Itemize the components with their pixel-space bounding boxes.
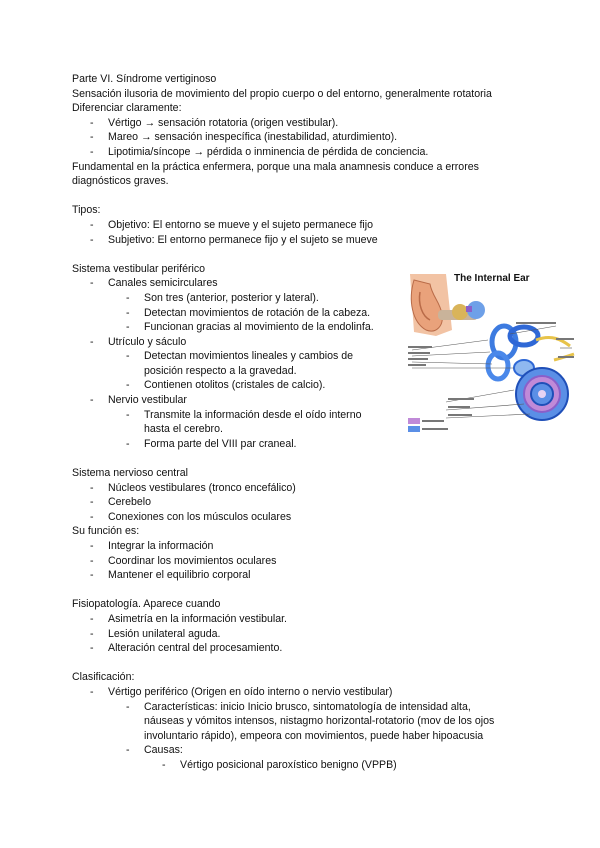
central-list: [72, 481, 542, 525]
leader-line: [446, 390, 514, 402]
label-placeholder: [448, 414, 472, 416]
differentiate-list: [72, 116, 542, 160]
leader-line: [412, 340, 488, 350]
differentiate-heading: Diferenciar claramente:: [72, 102, 182, 115]
list-item: - Lesión unilateral aguda.: [90, 627, 221, 640]
list-item: - Contienen otolitos (cristales de calcio).: [126, 379, 326, 392]
list-item: - Coordinar los movimientos oculares: [90, 554, 277, 567]
list-item: - Mareo → sensación inespecífica (inestabilidad, aturdimiento).: [90, 131, 398, 144]
list-item: - Utrículo y sáculo: [90, 335, 187, 348]
section-title: Parte VI. Síndrome vertiginoso: [72, 73, 217, 85]
note-line: diagnósticos graves.: [72, 175, 169, 188]
list-item: - Forma parte del VIII par craneal.: [126, 437, 297, 450]
label-placeholder: [408, 364, 426, 366]
internal-ear-figure: [406, 270, 578, 440]
types-heading: Tipos:: [72, 204, 101, 217]
pathophysiology-list: [72, 612, 542, 656]
label-placeholder: [408, 352, 430, 354]
list-item: - Vértigo periférico (Origen en oído interno o nervio vestibular): [90, 685, 393, 698]
function-heading: Su función es:: [72, 525, 140, 538]
cochlea-center: [538, 390, 546, 398]
list-item: - Nervio vestibular: [90, 394, 187, 407]
list-item: - Características: inicio Inicio brusco, sintomatología de intensidad alta, náuseas y vómitos intensos, nistagmo horizontal-rotatorio (mov de los ojos involuntario rápido), empeora con movimientos, puede haber hipoacusia: [126, 700, 495, 742]
list-item: - Vértigo posicional paroxístico benigno (VPPB): [162, 758, 397, 771]
definition-text: Sensación ilusoria de movimiento del propio cuerpo o del entorno, generalmente rotatoria: [72, 87, 492, 100]
label-placeholder: [408, 358, 428, 360]
note-line: Fundamental en la práctica enfermera, porque una mala anamnesis conduce a errores: [72, 160, 479, 173]
label-placeholder: [448, 406, 470, 408]
list-item: - Lipotimia/síncope → pérdida o inminencia de pérdida de conciencia.: [90, 145, 429, 158]
list-item: - Núcleos vestibulares (tronco encefálico): [90, 481, 296, 494]
list-item: - Vértigo → sensación rotatoria (origen vestibular).: [90, 116, 339, 129]
legend-label-placeholder: [422, 428, 448, 430]
list-item: - Conexiones con los músculos oculares: [90, 510, 292, 523]
ossicle-shape: [466, 306, 472, 312]
list-item: - Subjetivo: El entorno permanece fijo y el sujeto se mueve: [90, 233, 378, 246]
label-placeholder: [516, 322, 556, 324]
list-item: - Integrar la información: [90, 540, 214, 552]
leader-line: [412, 362, 492, 364]
types-list: [72, 218, 542, 247]
list-item: - Son tres (anterior, posterior y lateral).: [126, 291, 319, 304]
classification-heading: Clasificación:: [72, 671, 135, 684]
peripheral-heading: Sistema vestibular periférico: [72, 262, 206, 275]
central-heading: Sistema nervioso central: [72, 467, 188, 480]
label-placeholder: [558, 356, 574, 358]
list-item: - Detectan movimientos de rotación de la cabeza.: [126, 306, 371, 319]
label-placeholder: [448, 398, 474, 400]
list-item: - Objetivo: El entorno se mueve y el sujeto permanece fijo: [90, 218, 373, 231]
middle-ear-shape: [452, 304, 468, 320]
list-item: - Detectan movimientos lineales y cambios de posición respecto a la gravedad.: [126, 350, 354, 377]
label-placeholder: [408, 346, 432, 348]
list-item: - Causas:: [126, 744, 183, 757]
list-item: - Canales semicirculares: [90, 277, 218, 290]
function-list: [72, 539, 542, 583]
list-item: - Alteración central del procesamiento.: [90, 642, 283, 655]
pathophysiology-heading: Fisiopatología. Aparece cuando: [72, 598, 221, 611]
list-item: - Asimetría en la información vestibular.: [90, 612, 287, 625]
legend-swatch-perilymph: [408, 426, 420, 432]
list-item: - Transmite la información desde el oído interno hasta el cerebro.: [126, 408, 362, 436]
list-item: - Mantener el equilibrio corporal: [90, 569, 251, 582]
classification-list: [72, 685, 542, 773]
label-placeholder: [556, 338, 574, 340]
internal-ear-illustration: [406, 270, 578, 440]
list-item: - Cerebelo: [90, 496, 151, 509]
list-item: - Funcionan gracias al movimiento de la endolinfa.: [126, 321, 374, 334]
figure-title: The Internal Ear: [454, 273, 530, 284]
legend-swatch-endolymph: [408, 418, 420, 424]
legend-label-placeholder: [422, 420, 444, 422]
